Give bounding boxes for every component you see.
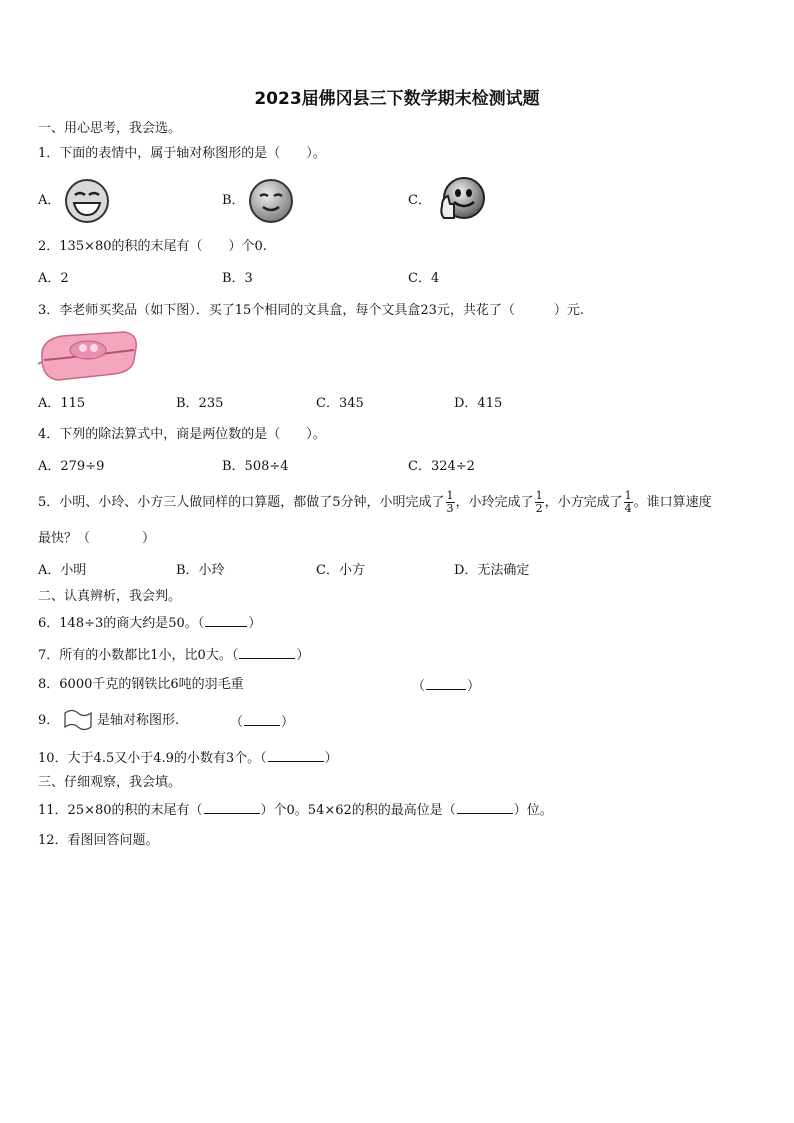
answer-blank-q7[interactable] (239, 646, 295, 659)
question-10: 10．大于4.5又小于4.9的小数有3个。（ ） (38, 751, 338, 766)
question-9-text: 是轴对称图形. (97, 713, 180, 728)
question-2-stem: 2．135×80的积的末尾有（ ）个0. (38, 239, 267, 254)
question-7: 7．所有的小数都比1小，比0大。（ ） (38, 648, 310, 663)
answer-blank-q11-b[interactable] (457, 801, 513, 814)
q4-option-b: B．508÷4 (222, 459, 289, 474)
q4-option-c: C．324÷2 (408, 459, 475, 474)
question-3-stem: 3．李老师买奖品（如下图）．买了15个相同的文具盒，每个文具盒23元，共花了（ ）元. (38, 303, 584, 318)
q5-option-c: C．小方 (316, 563, 365, 578)
question-9-number: 9． (38, 713, 60, 728)
answer-blank-q9[interactable] (244, 713, 280, 726)
answer-blank-q8[interactable] (426, 677, 466, 690)
answer-blank-q11-a[interactable] (204, 801, 260, 814)
q1-option-b: B． (222, 193, 245, 208)
question-8-answer: （ ） (412, 679, 481, 694)
section-heading-1: 一、用心思考，我会选。 (38, 121, 182, 136)
q3-option-c: C．345 (316, 396, 364, 411)
answer-blank-q10[interactable] (268, 749, 324, 762)
fraction-one-half: $\frac{1}{2}$ (535, 489, 543, 515)
q3-option-d: D．415 (454, 396, 503, 411)
question-5-line-2: 最快？（ ） (38, 531, 156, 546)
q3-option-b: B．235 (176, 396, 224, 411)
q2-option-b: B．3 (222, 271, 253, 286)
q5-option-a: A．小明 (38, 563, 87, 578)
q5-option-b: B．小玲 (176, 563, 225, 578)
question-6: 6．148÷3的商大约是50。（ ） (38, 616, 262, 631)
section-heading-3: 三、仔细观察，我会填。 (38, 775, 182, 790)
question-1-stem: 1．下面的表情中，属于轴对称图形的是（ ）。 (38, 146, 326, 161)
question-11: 11．25×80的积的末尾有（ ）个0。54×62的积的最高位是（ ）位。 (38, 803, 553, 818)
q3-option-a: A．115 (38, 396, 86, 411)
laughing-face-icon (64, 178, 110, 228)
thumbs-up-face-icon (436, 176, 488, 232)
question-5-stem (38, 486, 712, 520)
q5-text-part-1: 5．小明、小玲、小方三人做同样的口算题，都做了5分钟，小明完成了 (38, 495, 445, 510)
question-12: 12．看图回答问题。 (38, 833, 159, 848)
page-title: 2023届佛冈县三下数学期末检测试题 (254, 89, 540, 109)
fraction-one-third: $\frac{1}{3}$ (446, 489, 454, 515)
q5-text-part-4: 。谁口算速度 (633, 495, 712, 510)
question-4-stem: 4．下列的除法算式中，商是两位数的是（ ）。 (38, 427, 326, 442)
smiling-face-icon (248, 178, 294, 228)
q5-text-part-2: ，小玲完成了 (455, 495, 534, 510)
pencil-case-image (36, 328, 140, 390)
q5-option-d: D．无法确定 (454, 563, 530, 578)
q1-option-c: C． (408, 193, 431, 208)
section-heading-2: 二、认真辨析，我会判。 (38, 589, 182, 604)
q4-option-a: A．279÷9 (38, 459, 105, 474)
flag-shape-icon (63, 709, 93, 735)
question-8-text: 8．6000千克的钢铁比6吨的羽毛重 (38, 677, 244, 692)
q5-text-part-3: ，小方完成了 (544, 495, 623, 510)
q1-option-a: A． (38, 193, 61, 208)
question-9-answer: （ ） (230, 715, 295, 730)
fraction-one-quarter: $\frac{1}{4}$ (624, 489, 632, 515)
q2-option-c: C．4 (408, 271, 440, 286)
q2-option-a: A．2 (38, 271, 69, 286)
answer-blank-q6[interactable] (205, 614, 247, 627)
